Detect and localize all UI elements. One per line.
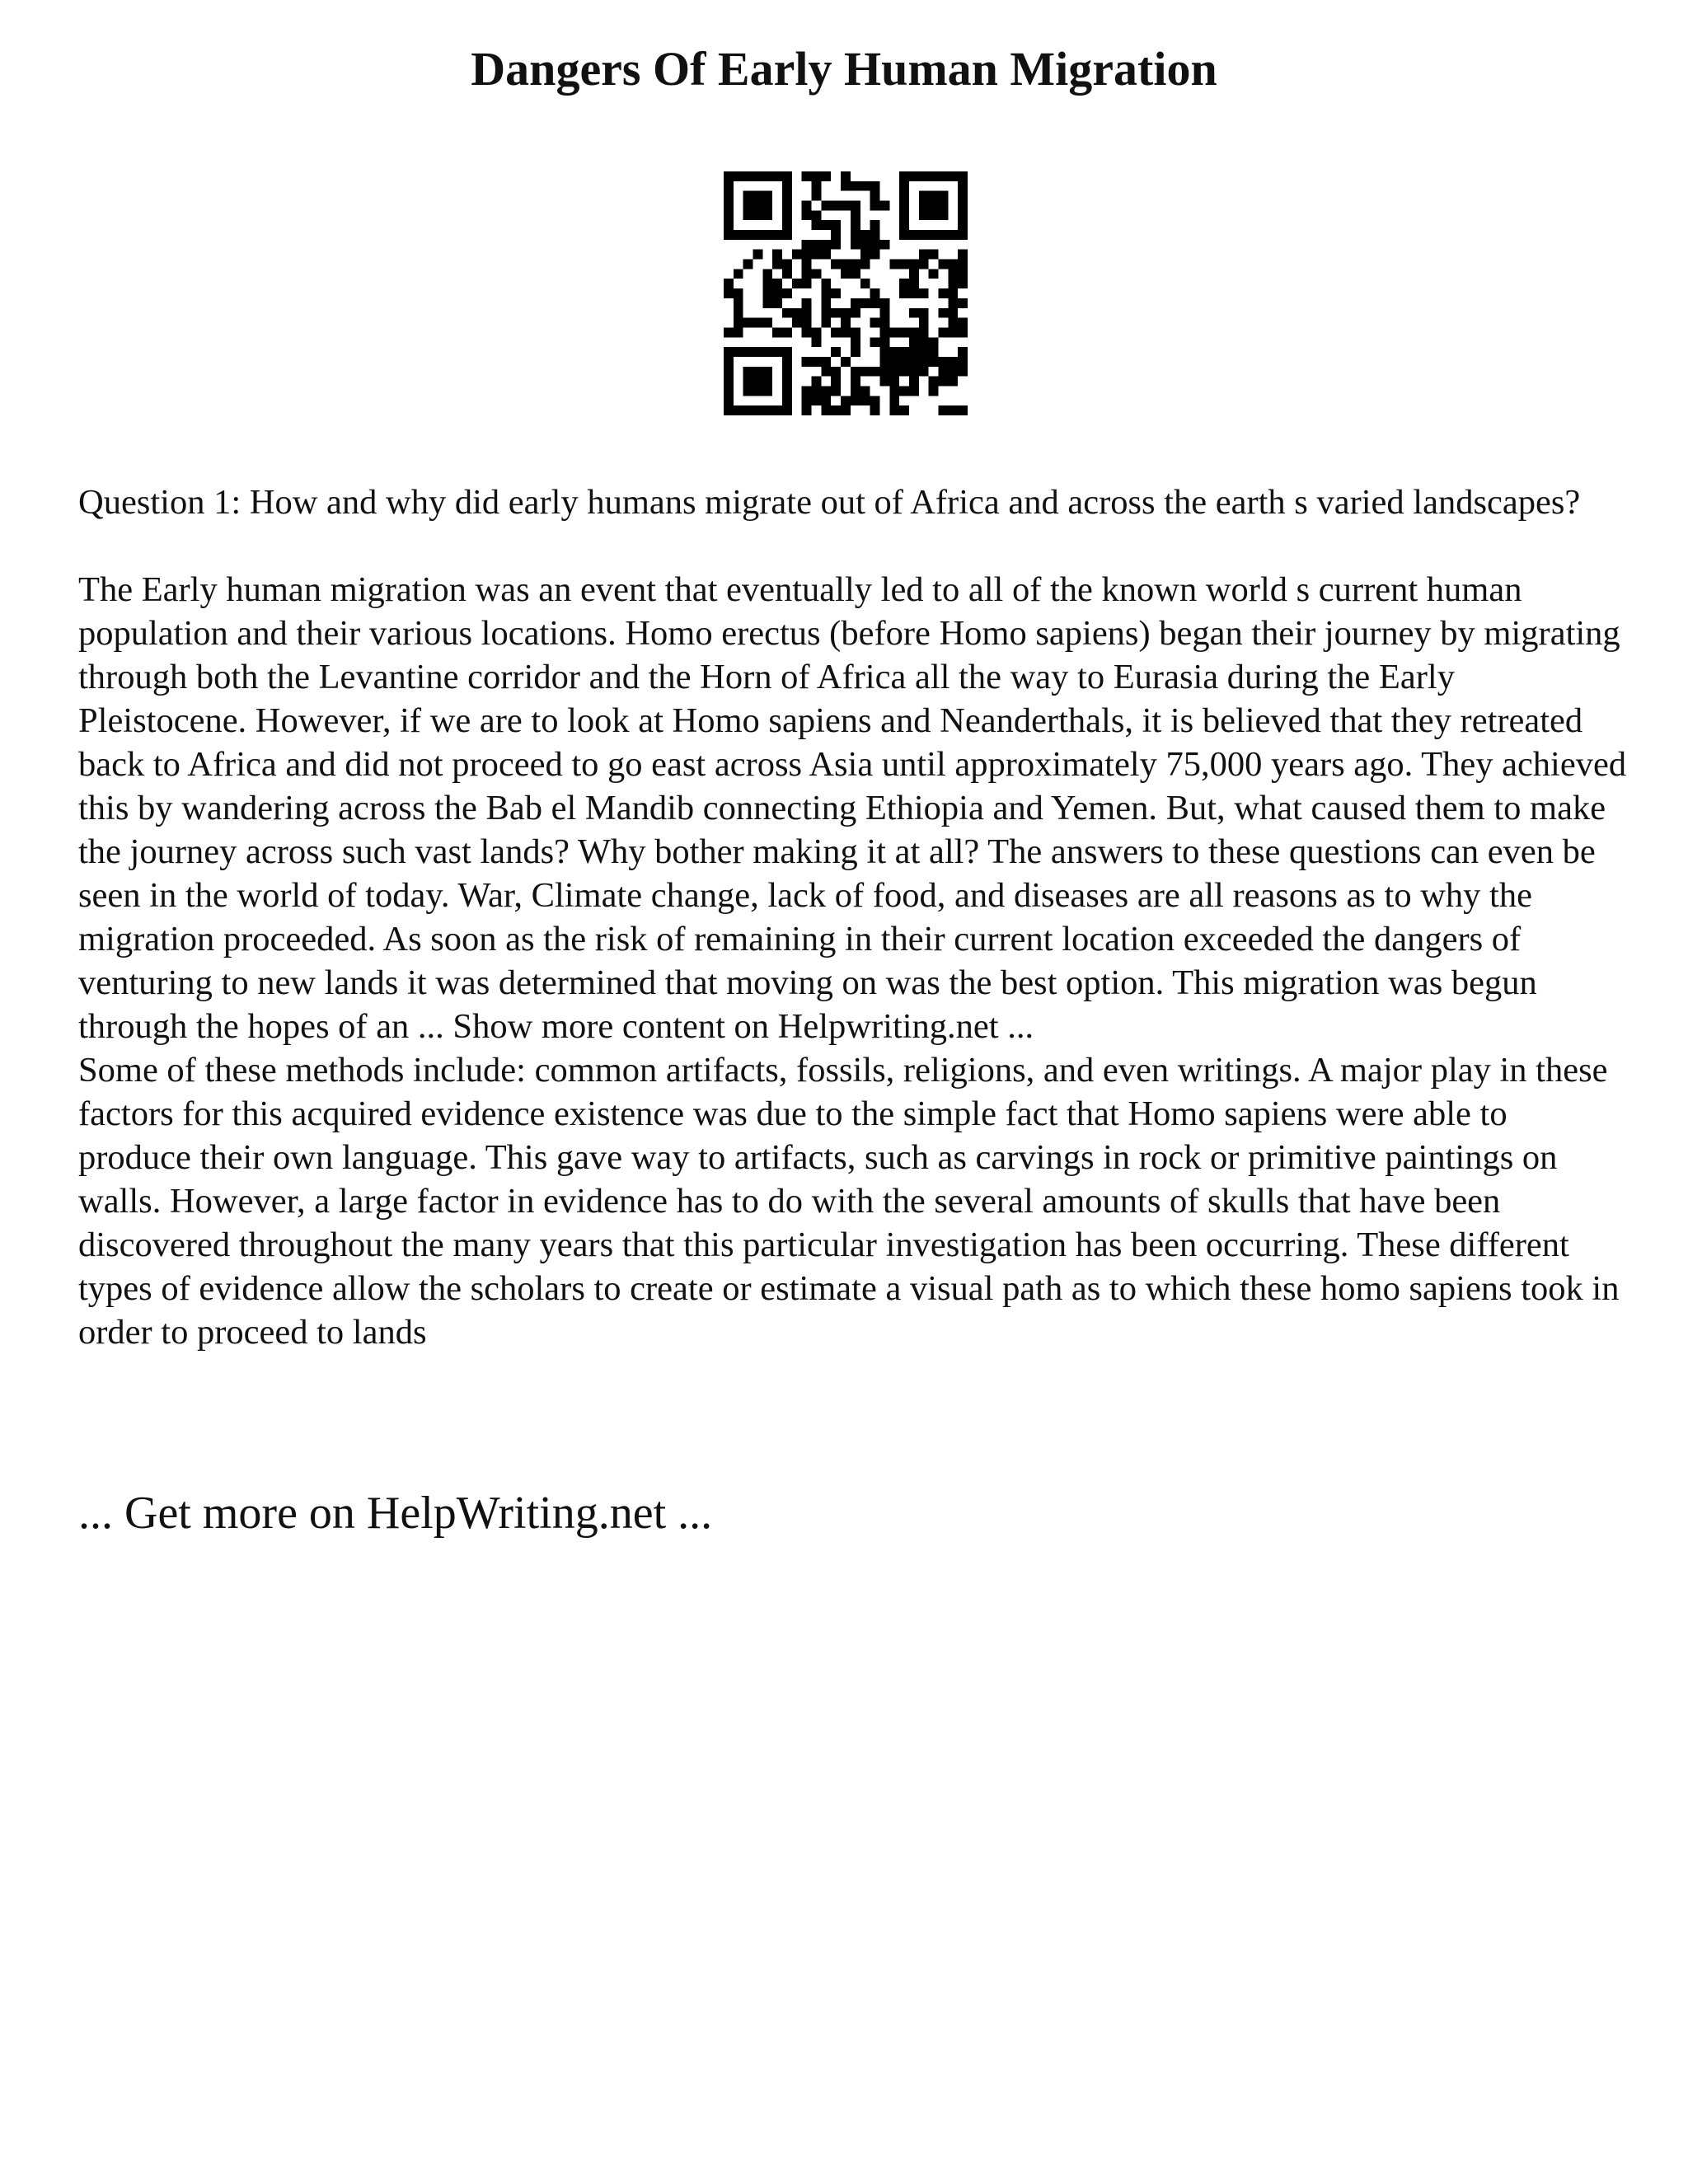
question-text: Question 1: How and why did early humans migrate out of Africa and across the earth s varied landscapes?: [78, 483, 1581, 522]
get-more-link[interactable]: ... Get more on HelpWriting.net ...: [78, 1488, 713, 1539]
qr-code-icon[interactable]: [724, 171, 968, 415]
paragraph-1: The Early human migration was an event that eventually led to all of the known world s current human population and their various locations. Homo erectus (before Homo sapiens) began their journey by migrating through both the Levantine corridor and the Horn of Africa all the way to Eurasia during the Early Pleistocene. However, if we are to look at Homo sapiens and Neanderthals, it is believed that they retreated back to Africa and did not proceed to go east across Asia until approximately 75,000 years ago. They achieved this by wandering across the Bab el Mandib connecting Ethiopia and Yemen. But, what caused them to make the journey across such vast lands? Why bother making it at all? The answers to these questions can even be seen in the world of today. War, Climate change, lack of food, and diseases are all reasons as to why the migration proceeded. As soon as the risk of remaining in their current location exceeded the dangers of venturing to new lands it was determined that moving on was the best option. This migration was begun through the hopes of an ... Show more content on Helpwriting.net ...: [78, 570, 1627, 1046]
article-body: [78, 480, 1628, 1354]
page-title: Dangers Of Early Human Migration: [471, 42, 1217, 96]
paragraph-2: Some of these methods include: common artifacts, fossils, religions, and even writings. A major play in these factors for this acquired evidence existence was due to the simple fact that Homo sapiens were able to produce their own language. This gave way to artifacts, such as carvings in rock or primitive paintings on walls. However, a large factor in evidence has to do with the several amounts of skulls that have been discovered throughout the many years that this particular investigation has been occurring. These different types of evidence allow the scholars to create or estimate a visual path as to which these homo sapiens took in order to proceed to lands: [78, 1051, 1620, 1352]
